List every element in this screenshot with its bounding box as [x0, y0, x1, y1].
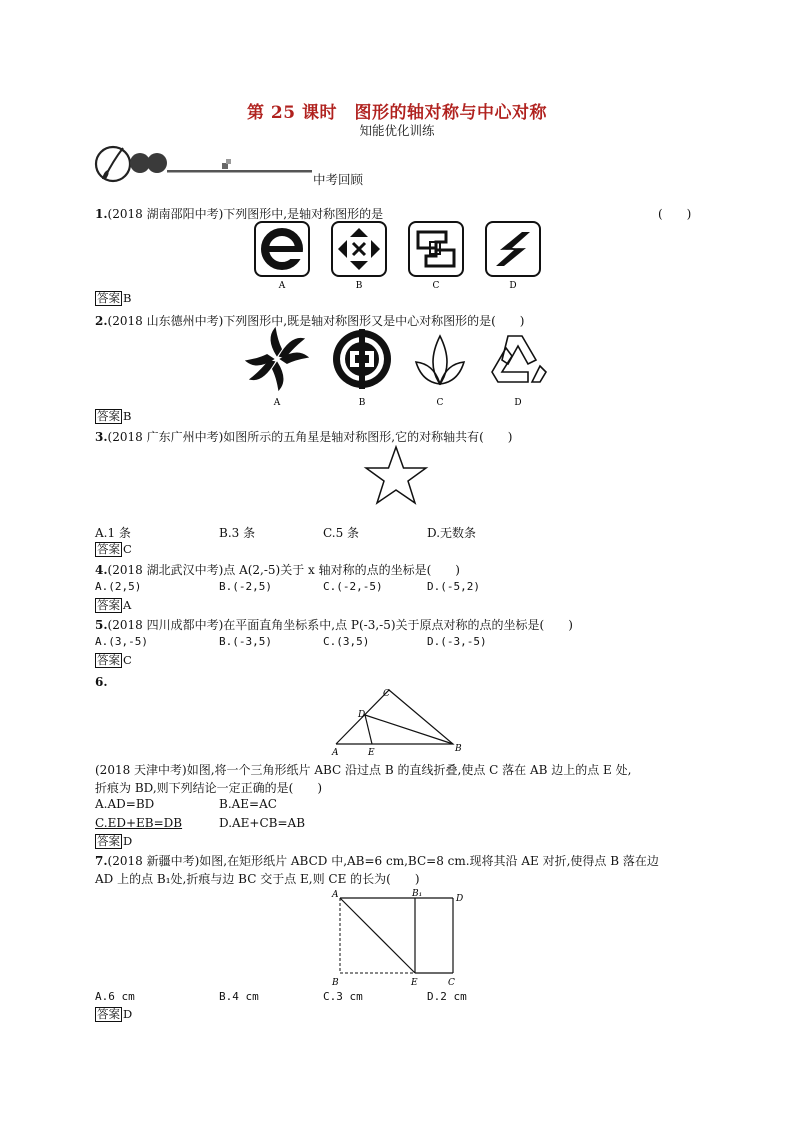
question-5-answer: 答案 C [97, 653, 132, 667]
question-6-number: 6. [95, 675, 108, 689]
question-2-stem: 2.(2018 山东德州中考)下列图形中,既是轴对称图形又是中心对称图形的是( ) [95, 314, 525, 328]
question-6-stem-line2: 折痕为 BD,则下列结论一定正确的是( ) [95, 781, 323, 795]
option-label: A [278, 281, 286, 291]
question-3-answer: 答案 C [97, 542, 132, 556]
question-4-stem: 4.(2018 湖北武汉中考)点 A(2,-5)关于 x 轴对称的点的坐标是( ) [95, 563, 460, 577]
figure-label: B₁ [412, 889, 423, 899]
question-7-options: A.6 cm B.4 cm C.3 cm D.2 cm [95, 990, 467, 1003]
question-6-options-row1: A.AD=BD B.AE=AC [95, 797, 277, 811]
question-1-figures [250, 220, 550, 292]
option-label: D [514, 398, 522, 408]
figure-label: E [368, 748, 375, 756]
question-4-answer: 答案 A [97, 598, 132, 612]
figure-label: A [332, 748, 339, 756]
option-label: A [273, 398, 281, 408]
question-1-bracket: ( ) [658, 207, 692, 221]
figure-label: C [448, 978, 455, 988]
option-label: C [432, 281, 440, 291]
option-label: B [355, 281, 363, 291]
question-1-stem: 1.(2018 湖南邵阳中考)下列图形中,是轴对称图形的是 [95, 207, 384, 221]
question-7-stem-line1: 7.(2018 新疆中考)如图,在矩形纸片 ABCD 中,AB=6 cm,BC=8 cm.现将其沿 AE 对折,使得点 B 落在边 [95, 854, 659, 868]
figure-label: B [332, 978, 339, 988]
option-label: C [436, 398, 444, 408]
section-label: 中考回顾 [313, 172, 364, 187]
question-7-stem-line2: AD 上的点 B₁处,折痕与边 BC 交于点 E,则 CE 的长为( ) [95, 872, 420, 886]
section-banner-graphic [93, 143, 323, 188]
question-6-answer: 答案 D [97, 834, 133, 848]
question-5-stem: 5.(2018 四川成都中考)在平面直角坐标系中,点 P(-3,-5)关于原点对称的点的坐标是( ) [95, 618, 573, 632]
question-5-options: A.(3,-5) B.(-3,5) C.(3,5) D.(-3,-5) [95, 635, 487, 648]
rectangle-figure [325, 886, 475, 992]
question-1-answer: 答案 B [97, 291, 132, 305]
option-label: D [509, 281, 517, 291]
figure-label: C [383, 689, 390, 699]
figure-label: E [411, 978, 418, 988]
dot-icon [147, 153, 167, 173]
figure-label: D [456, 894, 464, 904]
question-6-stem-line1: (2018 天津中考)如图,将一个三角形纸片 ABC 沿过点 B 的直线折叠,使点 C 落在 AB 边上的点 E 处, [95, 763, 632, 777]
page-title: 第 25 课时 图形的轴对称与中心对称 [247, 103, 547, 123]
question-3-options: A.1 条 B.3 条 C.5 条 D.无数条 [95, 526, 477, 540]
question-6-options-row2: C.ED+EB=DB D.AE+CB=AB [95, 816, 306, 830]
question-4-options: A.(2,5) B.(-2,5) C.(-2,-5) D.(-5,2) [95, 580, 480, 593]
page-subtitle: 知能优化训练 [359, 123, 435, 138]
figure-label: B [455, 744, 462, 754]
question-3-stem: 3.(2018 广东广州中考)如图所示的五角星是轴对称图形,它的对称轴共有( ) [95, 430, 513, 444]
star-figure [362, 445, 430, 507]
question-2-figures [240, 326, 560, 410]
question-7-answer: 答案 D [97, 1007, 133, 1021]
figure-label: D [358, 710, 366, 720]
question-2-answer: 答案 B [97, 409, 132, 423]
option-label: B [358, 398, 366, 408]
triangle-figure [325, 684, 470, 756]
figure-label: A [332, 890, 339, 900]
